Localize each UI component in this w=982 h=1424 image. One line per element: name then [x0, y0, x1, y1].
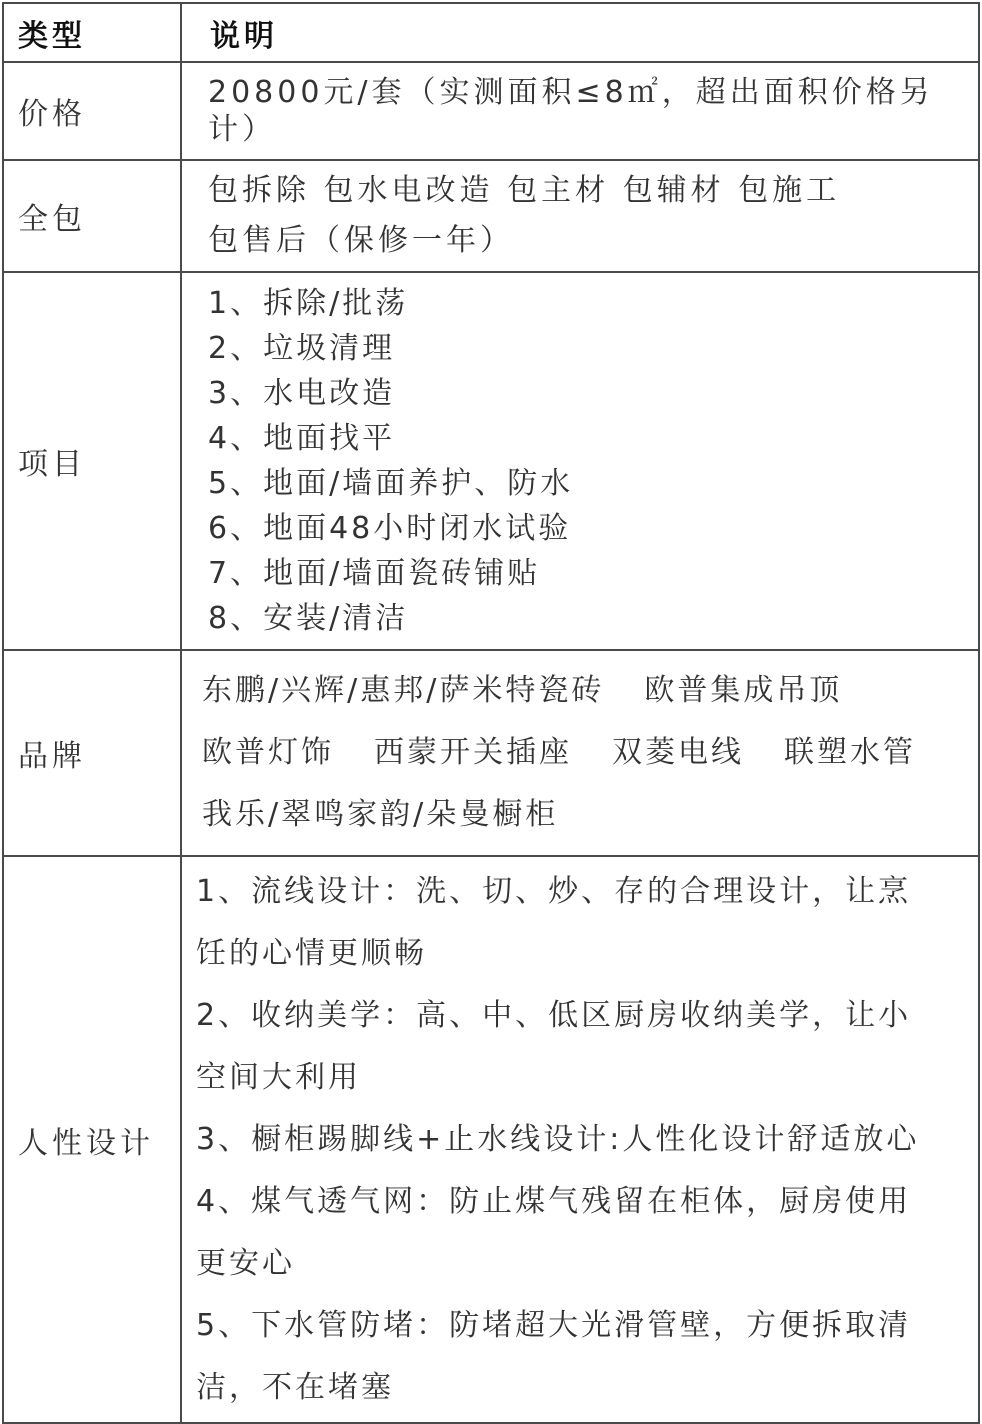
desc-line: 4、煤气透气网：防止煤气残留在柜体，厨房使用	[196, 1183, 912, 1219]
brand-item: 欧普灯饰	[202, 735, 334, 770]
desc-line: 3、橱柜踢脚线+止水线设计:人性化设计舒适放心	[196, 1121, 920, 1157]
row-type-brands: 品牌	[3, 650, 181, 856]
table-row-price	[3, 62, 979, 160]
desc-line: 20800元/套（实测面积≤8㎡，超出面积价格另	[208, 75, 934, 110]
list-item: 5、地面/墙面养护、防水	[208, 466, 574, 501]
list-item: 3、水电改造	[208, 376, 396, 411]
desc-line: 1、流线设计：洗、切、炒、存的合理设计，让烹	[196, 873, 912, 909]
desc-line: 计）	[208, 112, 276, 147]
desc-line: 洁，不在堵塞	[196, 1369, 394, 1405]
list-item: 2、垃圾清理	[208, 331, 396, 366]
row-desc-design	[181, 856, 979, 1423]
desc-line: 空间大利用	[196, 1059, 361, 1095]
row-desc-price	[181, 62, 979, 160]
header-type: 类型	[3, 3, 181, 62]
desc-line: 包售后（保修一年）	[208, 223, 514, 258]
header-row	[3, 3, 979, 62]
list-item: 1、拆除/批荡	[208, 286, 409, 321]
row-desc-full-package	[181, 160, 979, 272]
spec-table	[2, 2, 980, 1424]
desc-line: 饪的心情更顺畅	[196, 935, 427, 971]
brand-item: 双菱电线	[612, 735, 744, 770]
brand-item: 东鹏/兴辉/惠邦/萨米特瓷砖	[202, 673, 605, 708]
desc-line: 5、下水管防堵：防堵超大光滑管壁，方便拆取清	[196, 1307, 912, 1343]
list-item: 4、地面找平	[208, 421, 396, 456]
row-type-full-package: 全包	[3, 160, 181, 272]
row-type-design: 人性设计	[3, 856, 181, 1423]
list-item: 6、地面48小时闭水试验	[208, 511, 572, 546]
brand-line	[202, 660, 970, 722]
row-desc-brands	[181, 650, 979, 856]
table-row-items	[3, 272, 979, 650]
table-row-design	[3, 856, 979, 1423]
desc-line: 2、收纳美学：高、中、低区厨房收纳美学，让小	[196, 997, 912, 1033]
list-item: 7、地面/墙面瓷砖铺贴	[208, 556, 541, 591]
row-type-price: 价格	[3, 62, 181, 160]
table-row-brands	[3, 650, 979, 856]
brand-item: 西蒙开关插座	[374, 735, 572, 770]
row-type-items: 项目	[3, 272, 181, 650]
row-desc-items	[181, 272, 979, 650]
brand-line: 我乐/翠鸣家韵/朵曼橱柜	[202, 797, 559, 832]
table-row-full-package	[3, 160, 979, 272]
brand-item: 联塑水管	[784, 735, 916, 770]
brand-line	[202, 722, 970, 784]
desc-line: 更安心	[196, 1245, 295, 1281]
list-item: 8、安装/清洁	[208, 601, 409, 636]
header-description: 说明	[181, 3, 979, 62]
brand-item: 欧普集成吊顶	[644, 673, 843, 708]
desc-line: 包拆除 包水电改造 包主材 包辅材 包施工	[208, 173, 841, 208]
